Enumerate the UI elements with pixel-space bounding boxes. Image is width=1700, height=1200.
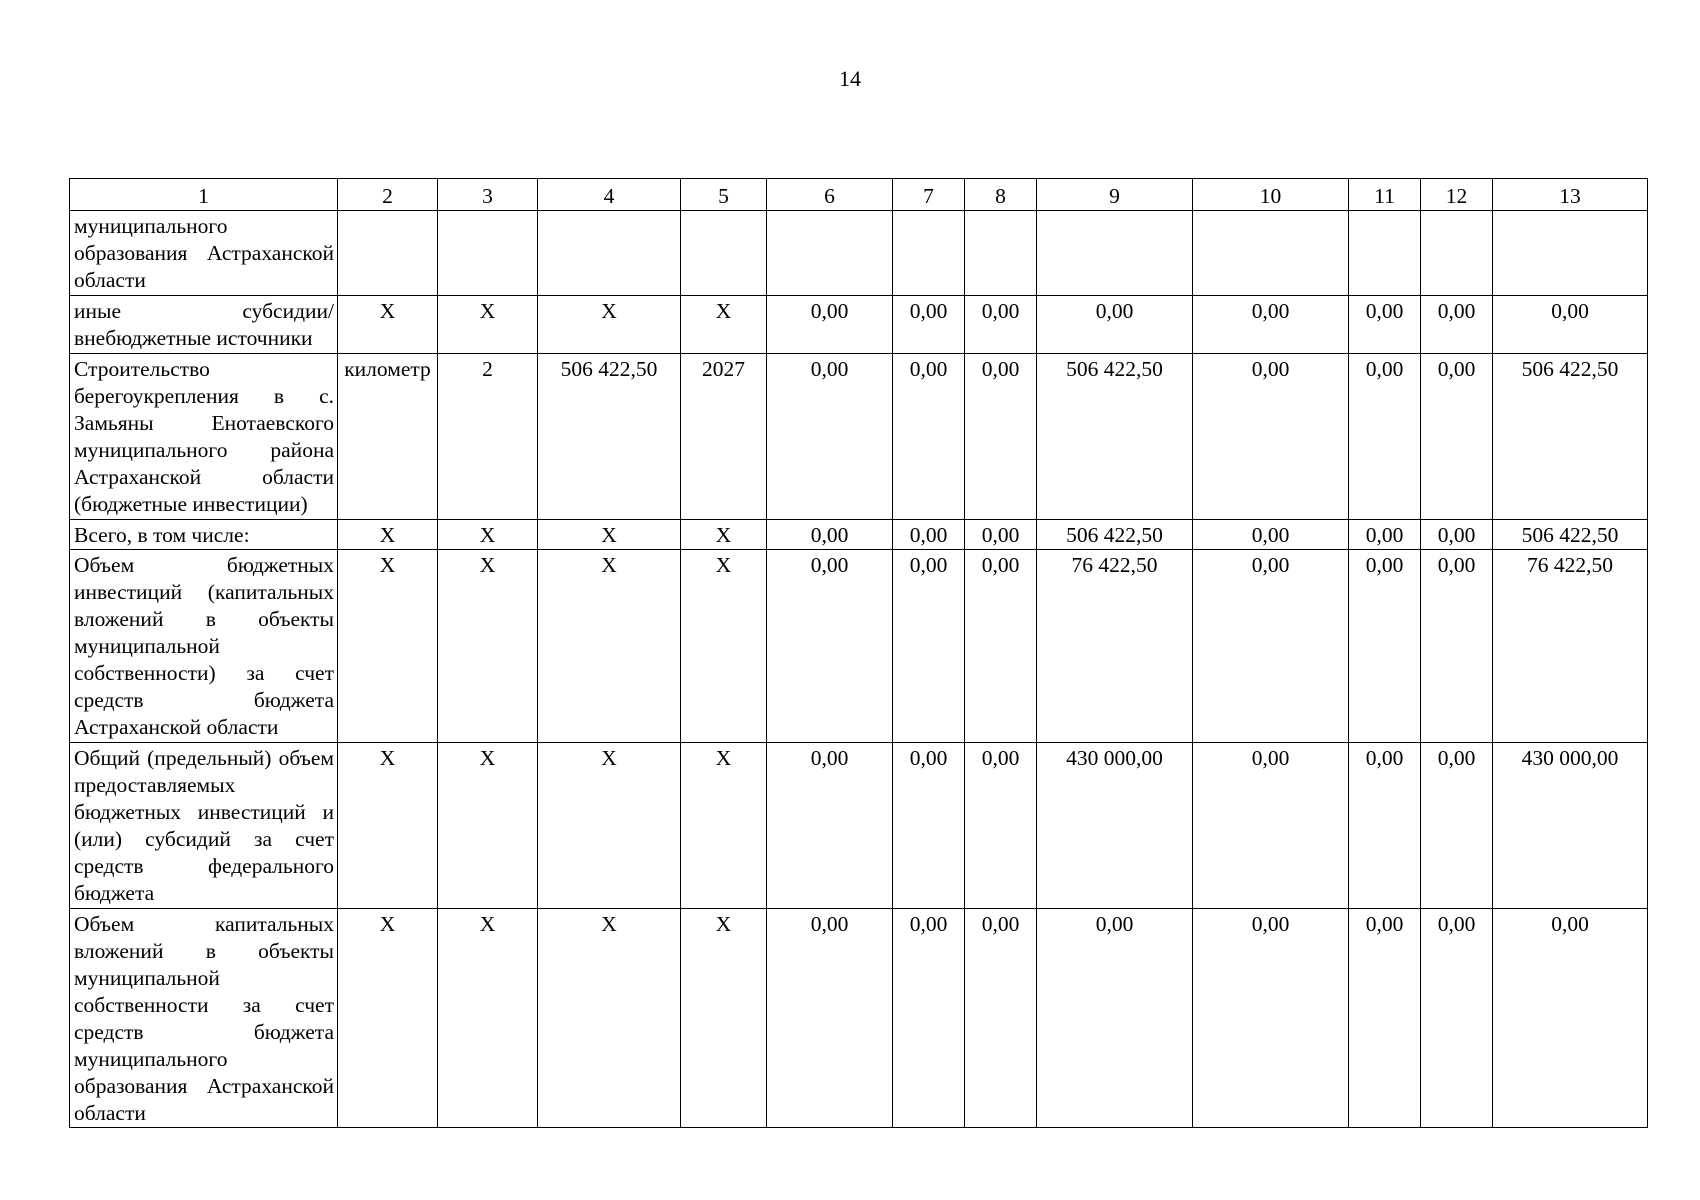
table-cell xyxy=(893,211,965,296)
table-cell: 0,00 xyxy=(1349,909,1421,1128)
table-cell xyxy=(1193,211,1349,296)
table-cell: X xyxy=(681,743,767,909)
table-cell: X xyxy=(681,520,767,550)
table-cell: 506 422,50 xyxy=(538,354,681,520)
row-label: Общий (предельный) объем предоставляемых бюджетных инвестиций и (или) субсидий за счет средств федерального бюджета xyxy=(70,743,338,909)
table-cell: 0,00 xyxy=(965,520,1037,550)
table-cell: 0,00 xyxy=(1421,354,1493,520)
table-cell: 0,00 xyxy=(1193,354,1349,520)
table-cell: 0,00 xyxy=(767,296,893,354)
table-cell: X xyxy=(681,909,767,1128)
table-cell: X xyxy=(538,520,681,550)
header-cell-13: 13 xyxy=(1493,179,1648,211)
table-cell: 0,00 xyxy=(1193,550,1349,743)
table-cell: 506 422,50 xyxy=(1493,520,1648,550)
table-row xyxy=(70,354,1648,520)
table-cell: 0,00 xyxy=(965,743,1037,909)
table-cell: 0,00 xyxy=(965,909,1037,1128)
row-label: Объем бюджетных инвестиций (капитальных вложений в объекты муниципальной собственности) за счет средств бюджета Астраханской области xyxy=(70,550,338,743)
table-cell: X xyxy=(438,520,538,550)
table-cell: 0,00 xyxy=(1193,743,1349,909)
table-cell: 0,00 xyxy=(1421,909,1493,1128)
table-cell: 0,00 xyxy=(1193,909,1349,1128)
table-cell: 0,00 xyxy=(767,909,893,1128)
table-cell: X xyxy=(438,550,538,743)
table-cell: 0,00 xyxy=(767,743,893,909)
table-cell xyxy=(767,211,893,296)
table-cell: 430 000,00 xyxy=(1037,743,1193,909)
table-cell xyxy=(338,211,438,296)
table-cell xyxy=(538,211,681,296)
table-cell: 0,00 xyxy=(1193,296,1349,354)
table-cell: 0,00 xyxy=(1349,743,1421,909)
table-cell: 0,00 xyxy=(1421,296,1493,354)
table-cell: 0,00 xyxy=(965,354,1037,520)
header-cell-3: 3 xyxy=(438,179,538,211)
table-cell: 506 422,50 xyxy=(1493,354,1648,520)
table-cell: 76 422,50 xyxy=(1493,550,1648,743)
header-row xyxy=(70,179,1648,211)
table-cell: 0,00 xyxy=(893,550,965,743)
page-number: 14 xyxy=(839,66,861,91)
table-cell: 0,00 xyxy=(1037,909,1193,1128)
table-cell: 0,00 xyxy=(893,909,965,1128)
table-cell: 0,00 xyxy=(767,520,893,550)
header-cell-6: 6 xyxy=(767,179,893,211)
row-label: муниципального образования Астраханской области xyxy=(70,211,338,296)
table-cell: X xyxy=(338,520,438,550)
table-row xyxy=(70,743,1648,909)
row-label: Всего, в том числе: xyxy=(70,520,338,550)
table-cell: 2 xyxy=(438,354,538,520)
table-cell: 0,00 xyxy=(965,296,1037,354)
table-cell: X xyxy=(438,296,538,354)
table-cell: 0,00 xyxy=(893,520,965,550)
table-cell: 76 422,50 xyxy=(1037,550,1193,743)
table-cell: 0,00 xyxy=(1037,296,1193,354)
header-cell-10: 10 xyxy=(1193,179,1349,211)
table-cell: 0,00 xyxy=(1349,296,1421,354)
table-cell: километр xyxy=(338,354,438,520)
table-row xyxy=(70,550,1648,743)
table-cell xyxy=(1037,211,1193,296)
table-cell: 0,00 xyxy=(893,296,965,354)
table-cell: X xyxy=(538,296,681,354)
table-cell: 0,00 xyxy=(1421,743,1493,909)
header-cell-7: 7 xyxy=(893,179,965,211)
table-row xyxy=(70,909,1648,1128)
table-cell: 506 422,50 xyxy=(1037,354,1193,520)
table-cell: 2027 xyxy=(681,354,767,520)
table-cell: X xyxy=(438,743,538,909)
table-cell: X xyxy=(338,909,438,1128)
table-cell: 506 422,50 xyxy=(1037,520,1193,550)
table-cell xyxy=(438,211,538,296)
table-cell xyxy=(1421,211,1493,296)
table-cell: 0,00 xyxy=(767,550,893,743)
table-cell xyxy=(681,211,767,296)
table-cell: 0,00 xyxy=(893,743,965,909)
table-cell: 0,00 xyxy=(1421,550,1493,743)
table-cell: X xyxy=(338,296,438,354)
table-cell xyxy=(1493,211,1648,296)
budget-table xyxy=(69,178,1648,1128)
table-cell: 0,00 xyxy=(1493,296,1648,354)
table-cell: 0,00 xyxy=(1349,354,1421,520)
table-cell: 0,00 xyxy=(965,550,1037,743)
header-cell-12: 12 xyxy=(1421,179,1493,211)
row-label: Строительство берегоукрепления в с. Замьяны Енотаевского муниципального района Астраханской области (бюджетные инвестиции) xyxy=(70,354,338,520)
table-cell: 0,00 xyxy=(1421,520,1493,550)
row-label: Объем капитальных вложений в объекты муниципальной собственности за счет средств бюджета муниципального образования Астраханской области xyxy=(70,909,338,1128)
table-row xyxy=(70,211,1648,296)
table-cell: X xyxy=(438,909,538,1128)
header-cell-2: 2 xyxy=(338,179,438,211)
table-cell: X xyxy=(538,550,681,743)
header-cell-1: 1 xyxy=(70,179,338,211)
header-cell-5: 5 xyxy=(681,179,767,211)
table-cell: 0,00 xyxy=(1193,520,1349,550)
table-cell: X xyxy=(338,550,438,743)
table-cell: X xyxy=(681,296,767,354)
header-cell-4: 4 xyxy=(538,179,681,211)
table-cell: 0,00 xyxy=(1349,520,1421,550)
table-cell: X xyxy=(538,909,681,1128)
table-cell xyxy=(1349,211,1421,296)
table-cell xyxy=(965,211,1037,296)
table-cell: 0,00 xyxy=(767,354,893,520)
header-cell-11: 11 xyxy=(1349,179,1421,211)
table-cell: 0,00 xyxy=(893,354,965,520)
table-row xyxy=(70,296,1648,354)
header-cell-8: 8 xyxy=(965,179,1037,211)
table-cell: 0,00 xyxy=(1493,909,1648,1128)
table-row xyxy=(70,520,1648,550)
table-cell: X xyxy=(681,550,767,743)
table-cell: 430 000,00 xyxy=(1493,743,1648,909)
table-cell: X xyxy=(538,743,681,909)
row-label: иные субсидии/ внебюджетные источники xyxy=(70,296,338,354)
header-cell-9: 9 xyxy=(1037,179,1193,211)
table-cell: X xyxy=(338,743,438,909)
table-cell: 0,00 xyxy=(1349,550,1421,743)
